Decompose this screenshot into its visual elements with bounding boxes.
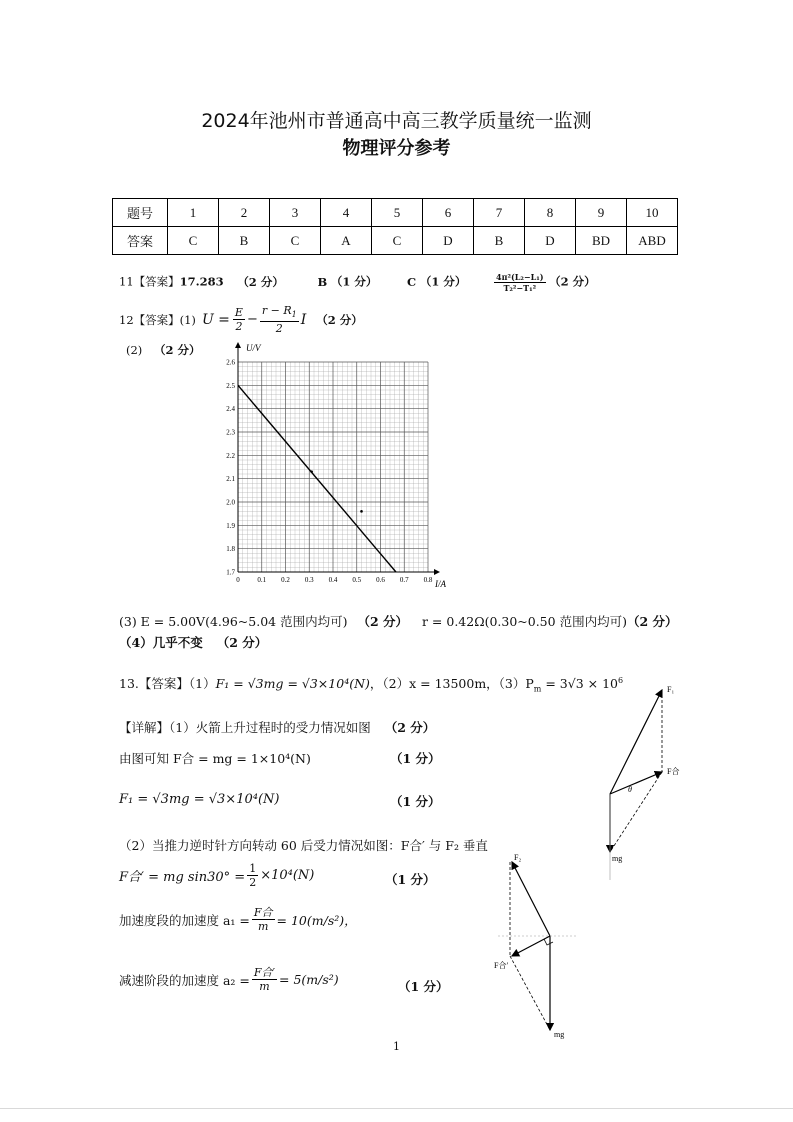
answer-cell: D: [423, 227, 474, 255]
y-tick-label: 1.7: [226, 568, 235, 577]
y-tick-label: 2.2: [226, 451, 235, 460]
q13-line-d: [119, 862, 314, 889]
q13-line-a: [119, 749, 311, 767]
question-number: 3: [270, 199, 321, 227]
q13-ans2: ，（2）x = 13500m，（3）P: [369, 676, 534, 691]
dashed-line: [610, 772, 662, 852]
q13-line-f-rhs: = 5(m/s²): [279, 972, 339, 987]
page-title: 2024年池州市普通高中高三教学质量统一监测: [201, 110, 592, 132]
label-fhe-prime: F合′: [494, 961, 509, 970]
q13-line-d-frac: [247, 862, 258, 889]
question-number: 10: [627, 199, 678, 227]
q13-line-f: [119, 966, 339, 993]
page-number: 1: [393, 1040, 400, 1053]
q12-frac2-num: r − R: [261, 304, 292, 317]
y-axis-label: U/V: [246, 343, 261, 353]
q11-value: 17.283: [179, 274, 224, 289]
label-theta: θ: [628, 785, 632, 794]
answer-cell: B: [219, 227, 270, 255]
answer-cell: BD: [576, 227, 627, 255]
q13-ans2-sub: m: [533, 684, 542, 694]
x-tick-label: 0.8: [423, 576, 433, 584]
q12-part1: [119, 304, 363, 335]
footer-divider: [0, 1108, 793, 1109]
force-diagram-2: [488, 848, 598, 1043]
label-f2: F₂: [514, 853, 522, 862]
q13-line-e-den: m: [257, 920, 269, 933]
q12-part3-r: r = 0.42Ω(0.30~0.50 范围内均可): [421, 614, 627, 629]
table-row: [113, 199, 678, 227]
x-tick-label: 0.5: [352, 576, 362, 584]
q11-formula-numerator: 4π²(L₂−L₁): [496, 272, 544, 282]
label-mg: mg: [612, 854, 623, 863]
q12-frac1-num: E: [234, 306, 243, 320]
q11-formula: [494, 272, 545, 293]
x-tick-label: 0.6: [376, 576, 385, 584]
q12-formula-u: U =: [201, 311, 230, 328]
q13-ans3-sup: 6: [618, 675, 624, 685]
q12-prefix: 12【答案】(1): [119, 312, 196, 327]
q12-fraction-1: [233, 306, 245, 333]
q13-line-e-num: F合: [253, 906, 273, 919]
question-number: 1: [168, 199, 219, 227]
question-number: 7: [474, 199, 525, 227]
q12-part3-score-e: （2 分）: [357, 614, 408, 629]
data-point: [360, 510, 363, 513]
q11-answer: [119, 272, 596, 293]
q12-frac1-den: 2: [235, 320, 243, 334]
q13-line-d-rhs: ×10⁴(N): [260, 868, 315, 883]
y-tick-label: 2.4: [226, 405, 235, 414]
q12-part2-number: (2): [126, 343, 143, 357]
q11-score-b: （1 分）: [330, 274, 378, 289]
q13-line-e-rhs: = 10(m/s²)，: [276, 912, 357, 928]
right-angle-mark: [544, 939, 553, 945]
q11-score-c: （1 分）: [419, 274, 467, 289]
data-point: [310, 470, 313, 473]
q13-line-d-num: 1: [249, 862, 257, 875]
q13-line-f-lhs: 减速阶段的加速度 a₂ =: [119, 972, 250, 988]
q13-line-e-frac: [252, 906, 275, 933]
graph-axes: [235, 342, 440, 575]
q12-formula-i: I: [300, 311, 307, 328]
q12-minus: −: [246, 312, 258, 328]
y-axis-arrow: [235, 342, 241, 348]
table-header-cell: 题号: [113, 199, 168, 227]
x-axis-label: I/A: [435, 579, 446, 589]
q12-part3-e: (3) E = 5.00V(4.96~5.04 范围内均可): [119, 614, 348, 629]
label-fhe: F合: [667, 767, 680, 776]
answer-table: [112, 198, 678, 255]
y-tick-label: 1.8: [226, 545, 235, 554]
answer-cell: C: [270, 227, 321, 255]
x-tick-label: 0.4: [328, 576, 338, 584]
ui-graph: [218, 340, 458, 592]
q13-line-a-text: 由图可知 F合 = mg = 1×10⁴(N): [119, 751, 311, 766]
label-f1: F₁: [667, 685, 675, 694]
q12-part4-score: （2 分）: [216, 635, 268, 650]
x-tick-label: 0: [236, 576, 240, 584]
y-tick-label: 2.3: [226, 428, 235, 437]
answer-cell: D: [525, 227, 576, 255]
answer-cell: C: [168, 227, 219, 255]
force-diagram-1: [588, 680, 688, 880]
y-tick-label: 2.5: [226, 381, 235, 390]
table-header-cell: 答案: [113, 227, 168, 255]
page-subtitle: 物理评分参考: [342, 138, 451, 159]
q13-detail-head: [119, 718, 435, 736]
x-tick-label: 0.3: [304, 576, 314, 584]
q13-line-d-score: （1 分）: [385, 872, 436, 887]
q13-ans3: = 3√3 × 10: [541, 676, 619, 691]
x-axis-arrow: [434, 569, 440, 575]
q12-score1: （2 分）: [316, 312, 363, 327]
q11-score: （2 分）: [237, 274, 284, 289]
q13-ans1: F₁ = √3mg = √3×10⁴(N): [215, 676, 370, 691]
answer-cell: B: [474, 227, 525, 255]
q13-line-f-score: （1 分）: [398, 979, 449, 994]
force-fhe-arrow: [610, 772, 662, 794]
x-tick-label: 0.2: [281, 576, 290, 584]
q12-part3-score-r: （2 分）: [626, 614, 678, 629]
q13-answer: [119, 674, 623, 694]
q13-line-e: [119, 906, 357, 933]
question-number: 2: [219, 199, 270, 227]
question-number: 4: [321, 199, 372, 227]
q13-line-b-score: （1 分）: [390, 794, 441, 809]
q13-detail-text: 【详解】（1）火箭上升过程时的受力情况如图: [119, 720, 371, 735]
question-number: 9: [576, 199, 627, 227]
q13-line-f-den: m: [259, 980, 270, 993]
q11-option-b: B: [317, 274, 328, 289]
q13-prefix: 13.【答案】（1）: [119, 676, 216, 691]
q12-part4-text: （4）几乎不变: [119, 635, 203, 650]
q11-prefix: 11【答案】: [119, 274, 180, 289]
q12-part2-label: [126, 342, 200, 358]
question-number: 6: [423, 199, 474, 227]
q13-line-d-lhs: F合′ = mg sin30° =: [119, 870, 246, 885]
q11-score-formula: （2 分）: [549, 274, 596, 289]
answer-cell: A: [321, 227, 372, 255]
q13-line-b: F₁ = √3mg = √3×10⁴(N): [119, 792, 280, 807]
dashed-line: [510, 956, 550, 1030]
q13-line-a-score: （1 分）: [390, 751, 441, 766]
q12-part2-score: （2 分）: [153, 343, 201, 357]
q12-part3: [119, 612, 678, 630]
q13-line-f-num: F合′: [253, 966, 276, 979]
answer-cell: ABD: [627, 227, 678, 255]
y-tick-label: 2.6: [226, 358, 235, 367]
question-number: 5: [372, 199, 423, 227]
q11-formula-denominator: T₂²−T₁²: [503, 283, 537, 293]
force-f1-arrow: [610, 690, 662, 794]
q12-frac2-den: 2: [275, 322, 283, 336]
x-tick-label: 0.1: [257, 576, 267, 584]
q13-line-f-frac: [252, 966, 277, 993]
q12-frac2-num-sub: 1: [291, 310, 297, 320]
q13-line-d-den: 2: [249, 876, 257, 889]
y-tick-label: 2.0: [226, 498, 235, 507]
x-tick-label: 0.7: [399, 576, 409, 584]
graph-tick-labels: [226, 359, 433, 585]
q13-line-e-lhs: 加速度段的加速度 a₁ =: [119, 912, 250, 928]
y-tick-label: 1.9: [226, 521, 235, 530]
answer-cell: C: [372, 227, 423, 255]
q12-fraction-2: [260, 304, 299, 335]
force-f2-arrow: [512, 862, 550, 936]
y-tick-label: 2.1: [226, 475, 235, 484]
label-mg: mg: [554, 1030, 565, 1039]
question-number: 8: [525, 199, 576, 227]
q12-part4: [119, 633, 267, 651]
q13-line-c: （2）当推力逆时针方向转动 60 后受力情况如图：F合′ 与 F₂ 垂直: [119, 838, 488, 853]
q13-detail-score: （2 分）: [384, 720, 436, 735]
q11-option-c: C: [407, 274, 417, 289]
table-row: [113, 227, 678, 255]
